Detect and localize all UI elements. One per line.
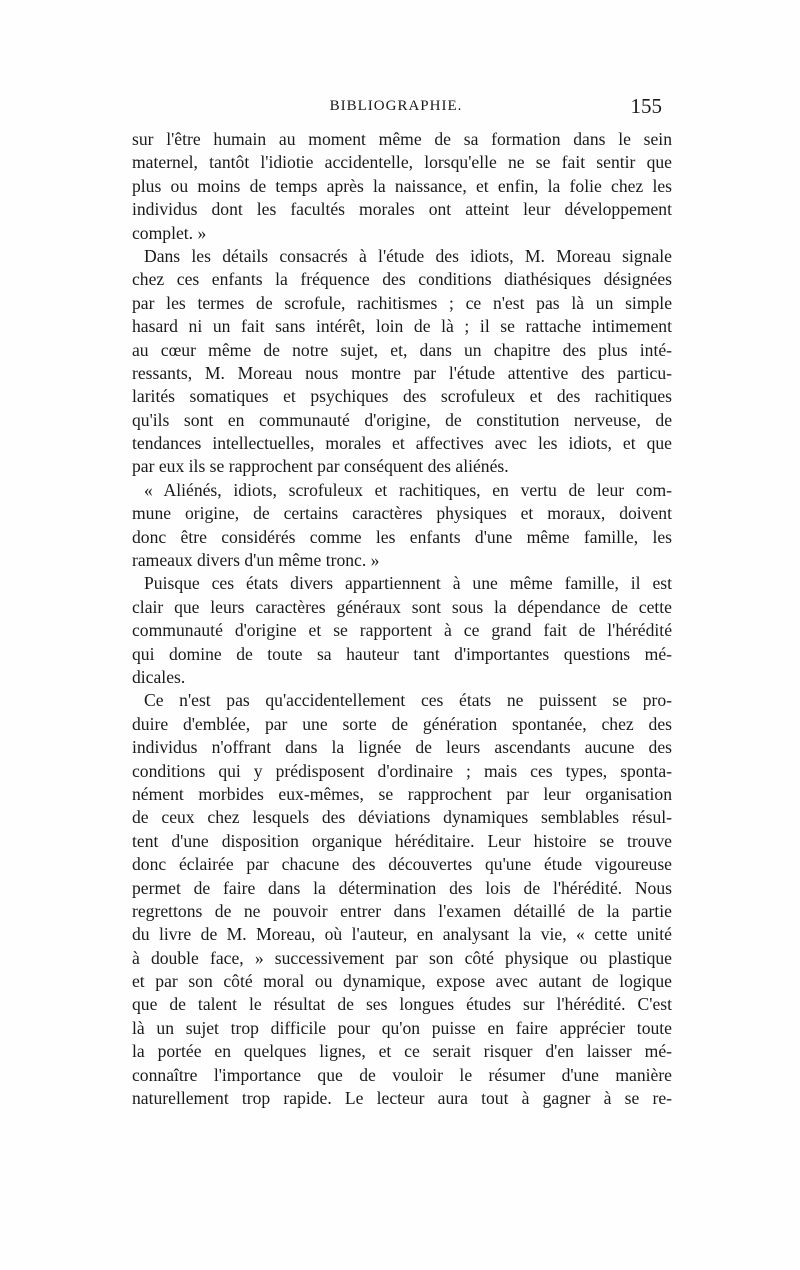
text-line: sur l'être humain au moment même de sa formation dans le sein (132, 129, 672, 149)
text-line: par eux ils se rapprochent par conséquent des aliénés. (132, 456, 509, 477)
text-line: donc éclairée par chacune des découvertes qu'une étude vigoureuse (132, 854, 672, 875)
text-line: nément morbides eux-mêmes, se rapprochent par leur organisation (132, 783, 672, 804)
text-line: clair que leurs caractères généraux sont sous la dépendance de cette (132, 596, 672, 617)
text-line: que de talent le résultat de ses longues études sur l'hérédité. C'est (132, 994, 672, 1015)
text-line: par les termes de scrofule, rachitismes ; ce n'est pas là un simple (132, 292, 672, 313)
text-line: rameaux divers d'un même tronc. » (132, 550, 380, 571)
text-line: dicales. (132, 666, 186, 687)
text-line: complet. » (132, 222, 207, 243)
body-text (132, 128, 672, 1110)
text-line: ressants, M. Moreau nous montre par l'étude attentive des particu- (132, 362, 672, 383)
page-number: 155 (630, 94, 662, 118)
running-title: BIBLIOGRAPHIE. (329, 98, 463, 114)
text-line: naturellement trop rapide. Le lecteur aura tout à gagner à se re- (132, 1088, 672, 1109)
text-line: donc être considérés comme les enfants d'une même famille, les (132, 526, 672, 547)
text-line: conditions qui y prédisposent d'ordinaire ; mais ces types, sponta- (132, 760, 672, 781)
text-line: à double face, » successivement par son côté physique ou plastique (132, 947, 672, 968)
text-line: Puisque ces états divers appartiennent à une même famille, il est (144, 573, 672, 594)
text-line: qu'ils sont en communauté d'origine, de constitution nerveuse, de (132, 409, 672, 430)
text-line: Ce n'est pas qu'accidentellement ces états ne puissent se pro- (144, 690, 672, 711)
text-line: regrettons de ne pouvoir entrer dans l'examen détaillé de la partie (132, 900, 672, 921)
text-line: larités somatiques et psychiques des scrofuleux et des rachitiques (132, 386, 672, 407)
text-line: tent d'une disposition organique héréditaire. Leur histoire se trouve (132, 830, 672, 851)
text-line: individus n'offrant dans la lignée de leurs ascendants aucune des (132, 737, 672, 758)
text-line: de ceux chez lesquels des déviations dynamiques semblables résul- (132, 807, 672, 828)
text-line: maternel, tantôt l'idiotie accidentelle, lorsqu'elle ne se fait sentir que (132, 152, 672, 173)
text-line: mune origine, de certains caractères physiques et moraux, doivent (132, 503, 672, 524)
text-line: connaître l'importance que de vouloir le résumer d'une manière (132, 1064, 672, 1085)
running-head (130, 93, 662, 119)
text-line: du livre de M. Moreau, où l'auteur, en analysant la vie, « cette unité (132, 924, 672, 945)
text-line: et par son côté moral ou dynamique, expose avec autant de logique (132, 971, 672, 992)
text-line: là un sujet trop difficile pour qu'on puisse en faire apprécier toute (132, 1017, 672, 1038)
text-line: permet de faire dans la détermination des lois de l'hérédité. Nous (132, 877, 672, 898)
text-line: communauté d'origine et se rapportent à ce grand fait de l'hérédité (132, 620, 672, 641)
text-line: hasard ni un fait sans intérêt, loin de là ; il se rattache intimement (132, 316, 672, 337)
text-line: individus dont les facultés morales ont atteint leur développement (132, 199, 672, 220)
text-line: la portée en quelques lignes, et ce serait risquer d'en laisser mé- (132, 1041, 672, 1062)
text-line: tendances intellectuelles, morales et affectives avec les idiots, et que (132, 433, 672, 454)
text-line: Dans les détails consacrés à l'étude des idiots, M. Moreau signale (144, 245, 672, 266)
text-line: au cœur même de notre sujet, et, dans un chapitre des plus inté- (132, 339, 672, 360)
text-line: chez ces enfants la fréquence des conditions diathésiques désignées (132, 269, 672, 290)
text-line: qui domine de toute sa hauteur tant d'importantes questions mé- (132, 643, 672, 664)
text-line: « Aliénés, idiots, scrofuleux et rachitiques, en vertu de leur com- (144, 479, 672, 500)
text-line: plus ou moins de temps après la naissance, et enfin, la folie chez les (132, 175, 672, 196)
text-line: duire d'emblée, par une sorte de génération spontanée, chez des (132, 713, 672, 734)
